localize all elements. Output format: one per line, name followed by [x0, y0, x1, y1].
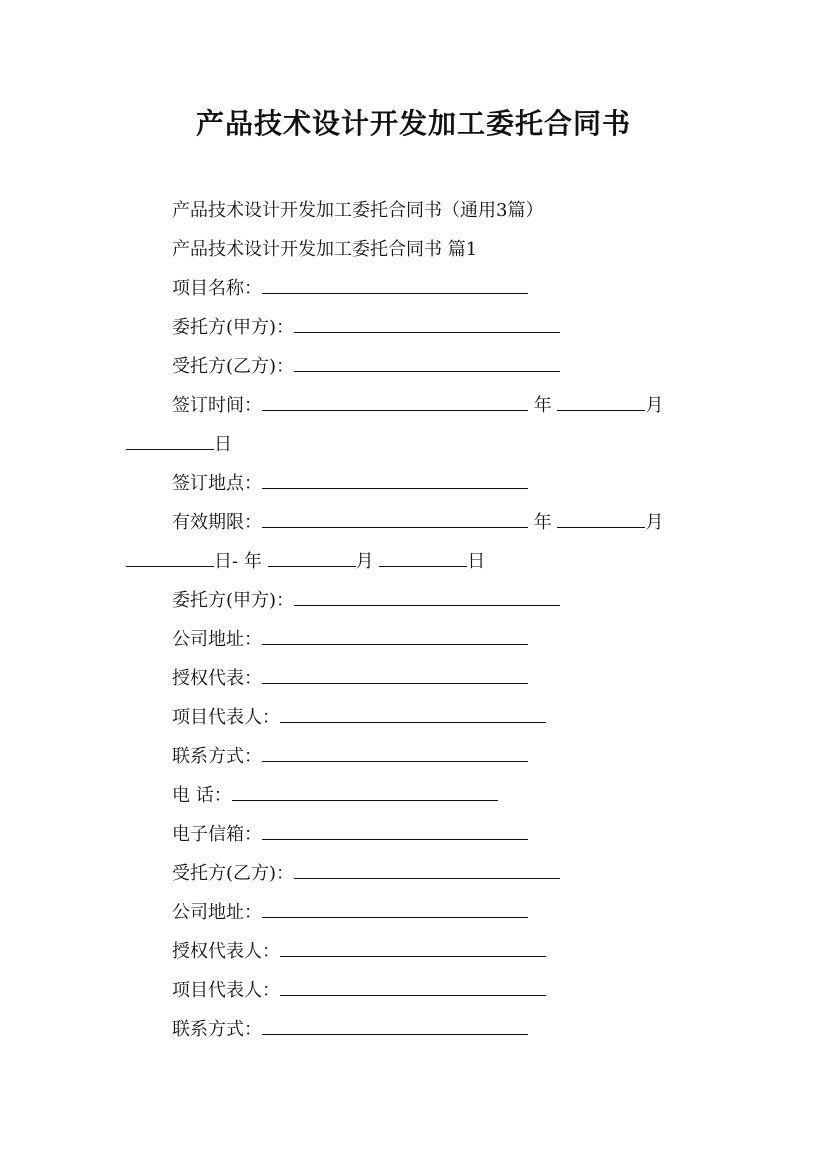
client-a2-row	[172, 589, 560, 613]
sign-time-label: 签订时间：	[172, 395, 262, 416]
project-rep2-label: 项目代表人：	[172, 980, 280, 1001]
year-word: 年	[533, 395, 552, 416]
validity-blank[interactable]	[262, 511, 528, 528]
month-blank[interactable]	[557, 394, 645, 411]
client-a2-label: 委托方(甲方)：	[172, 590, 295, 611]
contractor-b-blank[interactable]	[294, 355, 560, 372]
client-a-blank[interactable]	[294, 316, 560, 333]
validity-year-word: 年	[533, 512, 552, 533]
authorized-rep-blank[interactable]	[262, 667, 528, 684]
phone-label: 电 话：	[172, 785, 232, 806]
contractor-b-label: 受托方(乙方)：	[172, 356, 295, 377]
day-word: 日	[214, 434, 232, 455]
company-address-label: 公司地址：	[172, 629, 262, 650]
client-a-label: 委托方(甲方)：	[172, 317, 295, 338]
validity-end-year-word: 年	[243, 551, 262, 572]
validity-end-day-blank[interactable]	[379, 550, 467, 567]
project-rep-blank[interactable]	[280, 706, 546, 723]
company-address-row	[172, 628, 528, 652]
sign-place-blank[interactable]	[262, 472, 528, 489]
project-rep-label: 项目代表人：	[172, 707, 280, 728]
contact2-blank[interactable]	[262, 1018, 528, 1035]
validity-day-dash-word: 日-	[214, 551, 239, 572]
client-a2-blank[interactable]	[294, 589, 560, 606]
project-rep-row	[172, 706, 546, 730]
contact2-label: 联系方式：	[172, 1019, 262, 1040]
contact-row	[172, 745, 528, 769]
validity-month-word: 月	[645, 512, 664, 533]
validity-end-month-word: 月	[355, 551, 374, 572]
contact2-row	[172, 1018, 528, 1042]
sign-time-row	[172, 394, 663, 418]
validity-row	[172, 511, 663, 535]
validity-end-day-word: 日	[467, 551, 486, 572]
authorized-rep2-label: 授权代表人：	[172, 941, 280, 962]
authorized-rep-row	[172, 667, 528, 691]
email-label: 电子信箱：	[172, 824, 262, 845]
month-word: 月	[645, 395, 664, 416]
authorized-rep2-row	[172, 940, 546, 964]
contractor-b2-row	[172, 862, 560, 886]
validity-day-blank[interactable]	[126, 550, 214, 567]
day-blank[interactable]	[126, 433, 214, 450]
document-title: 产品技术设计开发加工委托合同书	[195, 107, 631, 140]
phone-blank[interactable]	[232, 784, 498, 801]
sign-time-row-cont	[126, 433, 232, 457]
company-address2-row	[172, 901, 528, 925]
validity-end-month-blank[interactable]	[268, 550, 356, 567]
authorized-rep-label: 授权代表：	[172, 668, 262, 689]
authorized-rep2-blank[interactable]	[280, 940, 546, 957]
sign-place-label: 签订地点：	[172, 473, 262, 494]
contractor-b2-label: 受托方(乙方)：	[172, 863, 295, 884]
sign-time-blank[interactable]	[262, 394, 528, 411]
project-rep2-row	[172, 979, 546, 1003]
contractor-b2-blank[interactable]	[294, 862, 560, 879]
company-address2-label: 公司地址：	[172, 902, 262, 923]
project-name-row	[172, 277, 528, 301]
validity-month-blank[interactable]	[557, 511, 645, 528]
email-blank[interactable]	[262, 823, 528, 840]
validity-row-cont	[126, 550, 485, 574]
section-heading-text: 产品技术设计开发加工委托合同书 篇1	[172, 239, 478, 260]
client-a-row	[172, 316, 560, 340]
project-name-label: 项目名称：	[172, 278, 262, 299]
sign-place-row	[172, 472, 528, 496]
email-row	[172, 823, 528, 847]
subtitle-line	[172, 199, 543, 223]
validity-label: 有效期限：	[172, 512, 262, 533]
section-heading	[172, 238, 477, 262]
project-rep2-blank[interactable]	[280, 979, 546, 996]
contractor-b-row	[172, 355, 560, 379]
subtitle-text: 产品技术设计开发加工委托合同书（通用3篇）	[172, 200, 544, 221]
phone-row	[172, 784, 498, 808]
project-name-blank[interactable]	[262, 277, 528, 294]
contact-label: 联系方式：	[172, 746, 262, 767]
company-address-blank[interactable]	[262, 628, 528, 645]
company-address2-blank[interactable]	[262, 901, 528, 918]
contact-blank[interactable]	[262, 745, 528, 762]
